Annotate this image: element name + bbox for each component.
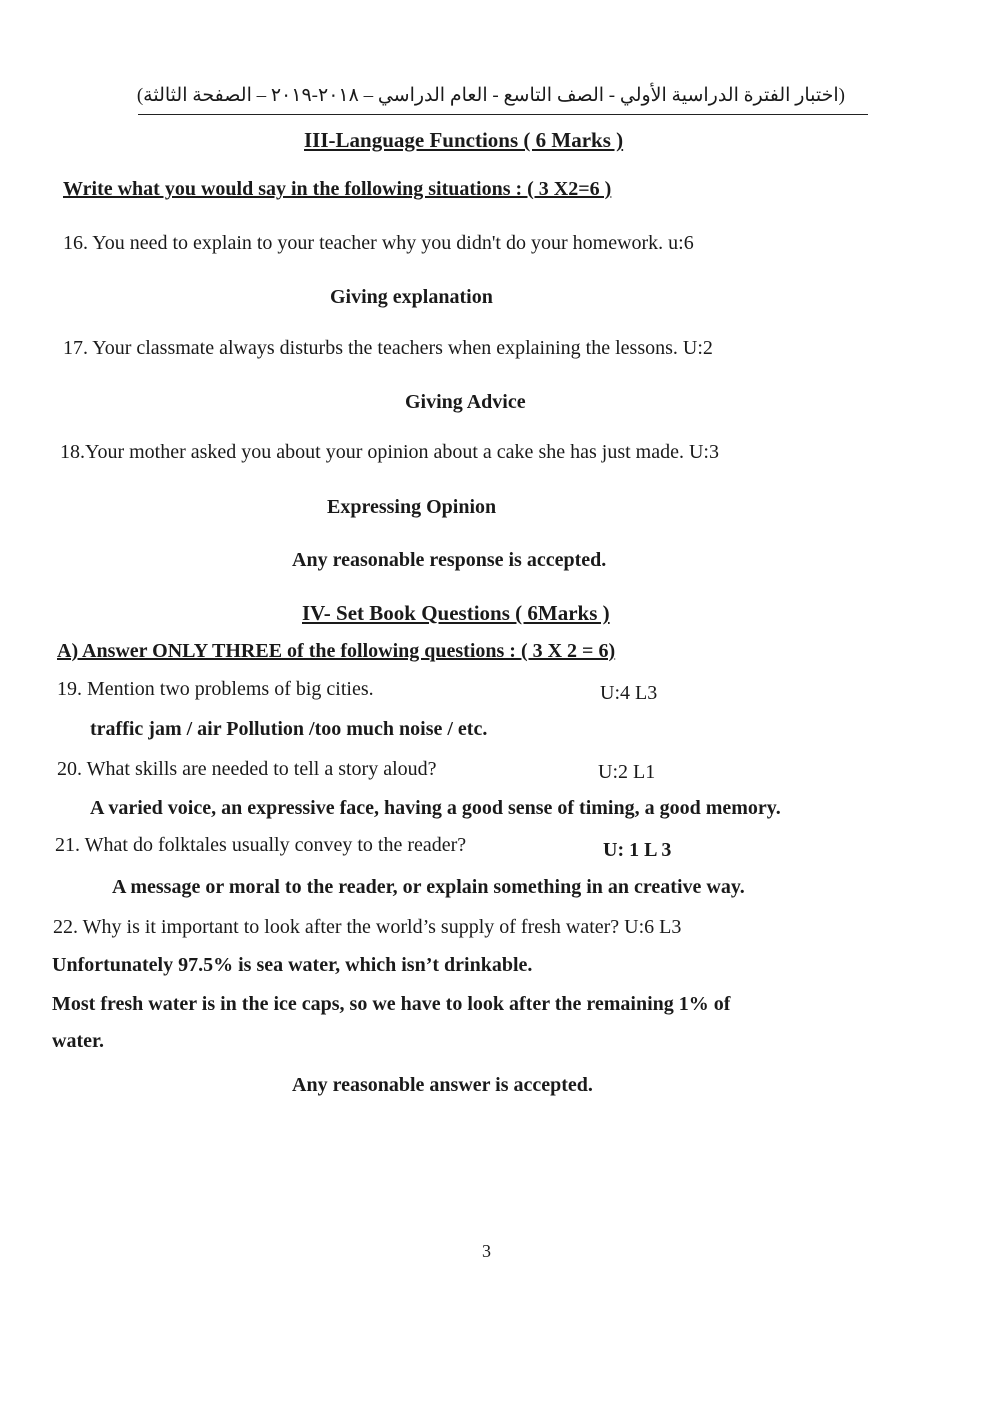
question-20-ref: U:2 L1	[598, 761, 656, 783]
section-4-instruction: A) Answer ONLY THREE of the following questions : ( 3 X 2 = 6)	[57, 640, 616, 662]
section-4-note: Any reasonable answer is accepted.	[292, 1074, 593, 1096]
question-21-ref: U: 1 L 3	[603, 839, 672, 861]
section-3-title: III-Language Functions ( 6 Marks )	[304, 128, 624, 152]
answer-22-line-2: Most fresh water is in the ice caps, so we have to look after the remaining 1% of	[52, 993, 731, 1015]
question-17: 17. Your classmate always disturbs the teachers when explaining the lessons. U:2	[63, 337, 713, 359]
header-divider	[138, 114, 868, 115]
answer-19: traffic jam / air Pollution /too much noise / etc.	[90, 718, 488, 740]
question-22: 22. Why is it important to look after the world’s supply of fresh water? U:6 L3	[53, 916, 682, 938]
section-4-title: IV- Set Book Questions ( 6Marks )	[302, 601, 610, 625]
answer-17: Giving Advice	[405, 391, 526, 413]
question-21: 21. What do folktales usually convey to the reader?	[55, 834, 467, 856]
question-16: 16. You need to explain to your teacher why you didn't do your homework. u:6	[63, 232, 694, 254]
answer-22-line-3: water.	[52, 1030, 105, 1052]
answer-18: Expressing Opinion	[327, 496, 497, 518]
answer-20: A varied voice, an expressive face, having a good sense of timing, a good memory.	[90, 797, 781, 819]
section-3-note: Any reasonable response is accepted.	[292, 549, 607, 571]
answer-16: Giving explanation	[330, 286, 493, 308]
page-number: 3	[482, 1241, 491, 1261]
section-3-instruction: Write what you would say in the following situations : ( 3 X2=6 )	[63, 178, 612, 200]
question-20: 20. What skills are needed to tell a story aloud?	[57, 758, 437, 780]
question-19: 19. Mention two problems of big cities.	[57, 678, 374, 700]
question-18: 18.Your mother asked you about your opinion about a cake she has just made. U:3	[60, 441, 719, 463]
answer-21: A message or moral to the reader, or explain something in an creative way.	[112, 876, 745, 898]
arabic-header-title: (اختبار الفترة الدراسية الأولي - الصف التاسع - العام الدراسي – ٢٠١٨-٢٠١٩ – الصفحة الثالثة)	[136, 85, 845, 106]
answer-22-line-1: Unfortunately 97.5% is sea water, which isn’t drinkable.	[52, 954, 533, 976]
question-19-ref: U:4 L3	[600, 682, 658, 704]
